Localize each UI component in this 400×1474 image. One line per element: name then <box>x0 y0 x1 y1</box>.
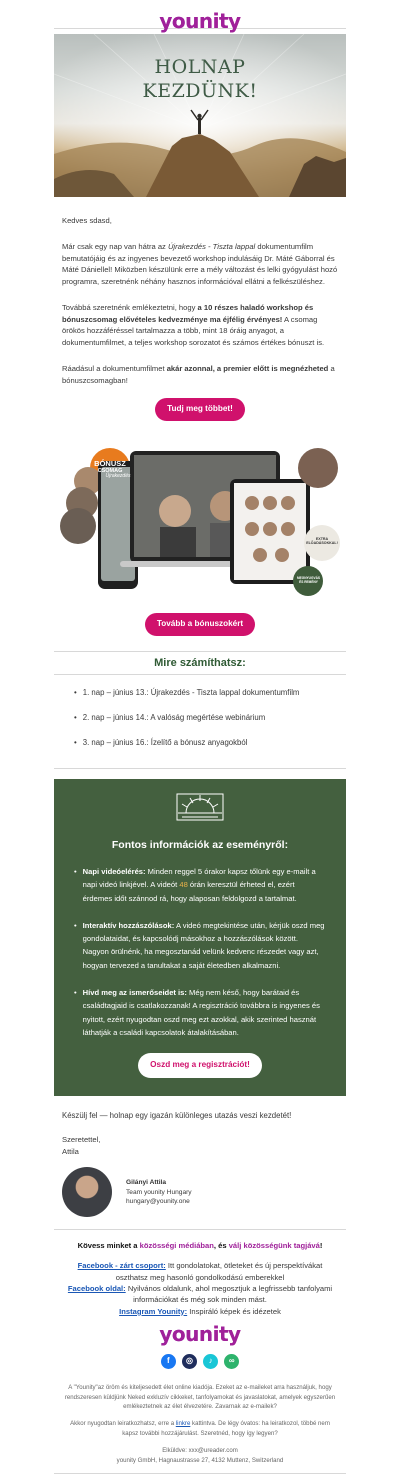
hero-title <box>54 56 346 104</box>
instagram-icon[interactable]: ◎ <box>182 1354 197 1369</box>
follow-line <box>0 1240 400 1252</box>
bonus-badge-line2: CSOMAG <box>97 468 123 475</box>
footer-sender: Elküldve: xxx@ureader.com <box>162 1447 238 1455</box>
info-item-body: A videó megtekintése után, kérjük oszd meg gondolataidat, és kapcsolódj másokhoz a hozzászólások között. Nagyon örülnénk, ha megosztanád velünk kedvenc részedet vagy azt, hogyan tervezed a tanultakat a saját életedben alkalmazni. <box>82 920 325 970</box>
facebook-page-link[interactable]: Facebook oldal: <box>67 1284 126 1293</box>
reminder-highlight: a 10 részes haladó workshop és bónuszcsomag elővételes kedvezménye ma éjfélig érvényes! <box>62 302 314 324</box>
sunrise-icon <box>74 793 326 825</box>
schedule-item-text: 3. nap – június 16.: Ízelítő a bónusz anyagokból <box>82 737 248 747</box>
info-item-text <box>83 919 326 972</box>
schedule-list <box>0 675 400 768</box>
channel-desc: Itt gondolatokat, ötleteket és új perspektívákat oszthatsz meg hasonló gondolkodású emberekkel <box>115 1261 323 1282</box>
bullet: • <box>74 737 77 747</box>
link-icon[interactable]: ∞ <box>224 1354 239 1369</box>
signature-name: Gilányi Attila <box>126 1178 167 1186</box>
learn-more-button[interactable]: Tudj meg többet! <box>155 398 245 421</box>
reminder-text-2: A csomag örökös hozzáféréssel tartalmazza a több, mint 18 óráig anyagot, a dokumentumfilmet, a teljes workshop sorozatot és számos értékes bónuszt is. <box>62 314 325 348</box>
unsubscribe-link[interactable]: linkre <box>175 1420 191 1428</box>
hero-banner <box>54 34 346 197</box>
follow-text-2: , és <box>213 1241 229 1251</box>
top-logo[interactable] <box>0 0 400 33</box>
extra-paragraph <box>62 363 342 387</box>
info-item-body-2: órán keresztül érheted el, ezért érdemes időt szánnod rá, hogy alaposan feldolgozd a tartalmat. <box>82 880 297 903</box>
list-item <box>74 687 330 699</box>
bullet: • <box>74 920 77 930</box>
signature-team: Team younity Hungary <box>126 1188 192 1196</box>
social-media-link[interactable]: közösségi médiában <box>139 1241 214 1251</box>
unsubscribe-text-2: kattintva. De légy óvatos: ha leiratkozol, többé nem kapsz további hozzájárulást. Szeretnéd, hogy így legyen? <box>122 1420 330 1437</box>
facebook-group-link[interactable]: Facebook - zárt csoport: <box>77 1261 166 1271</box>
schedule-item-text: 2. nap – június 14.: A valóság megértése webinárium <box>82 712 266 722</box>
channel-desc: Inspiráló képek és idézetek <box>187 1306 281 1316</box>
info-item-body: Minden reggel 5 órakor kapsz tőlünk egy e-mailt a napi videó linkjével. A videót <box>82 867 316 890</box>
hours-highlight: 48 <box>179 880 188 890</box>
schedule-item-text: 1. nap – június 13.: Újrakezdés - Tiszta lappal dokumentumfilm <box>82 687 300 697</box>
list-item <box>74 712 330 724</box>
info-item-text <box>83 986 326 1039</box>
list-item <box>74 737 330 749</box>
extra-text-2: a bónuszcsomagban! <box>62 363 335 385</box>
schedule-title: Mire számíthatsz: <box>154 656 246 669</box>
signature-email[interactable]: hungary@younity.one <box>126 1198 190 1206</box>
join-community-link[interactable]: válj közösségünk tagjává <box>228 1241 320 1251</box>
extra-text-1: Ráadásul a dokumentumfilmet <box>62 363 167 373</box>
green-badge: MEGNYUGVÁS ÉS REMÉNY <box>296 576 321 584</box>
channel-links <box>0 1252 400 1317</box>
footer-unsubscribe <box>62 1419 338 1438</box>
intro-paragraph <box>62 241 342 288</box>
bullet: • <box>74 712 77 722</box>
younity-logo: younity <box>159 1322 241 1347</box>
info-item-heading: Hívd meg az ismerőseidet is: <box>82 988 187 998</box>
closing-line: Készülj fel — holnap egy igazán különleges utazás veszi kezdetét! <box>62 1110 292 1120</box>
phone-label: Újrakezdés <box>105 473 131 480</box>
footer-address: younity GmbH, Hagnaustrasse 27, 4132 Muttenz, Switzerland <box>116 1456 284 1464</box>
bonus-badge-line1: BÓNUSZ <box>94 459 126 469</box>
channel-item <box>62 1260 338 1283</box>
extra-highlight: akár azonnal, a premier előtt is megnézheted <box>166 363 329 373</box>
intro-text-2: dokumentumfilm bemutatójáig és az ingyenes bevezető workshop indulásáig Dr. Máté Gáborral és Máté Dániellel! Miközben készülünk erre a mély változást és lelki gyógyulást hozó programra, szeretnénk néhány hasznos információval ellátni a felkészüléshez. <box>62 241 338 287</box>
instagram-link[interactable]: Instagram Younity: <box>119 1306 188 1316</box>
younity-logo: younity <box>159 9 241 33</box>
divider <box>54 1229 346 1230</box>
info-item <box>74 986 326 1039</box>
follow-text-3: ! <box>319 1241 323 1251</box>
hero-title-text: HOLNAP KEZDÜNK! <box>142 56 258 102</box>
bullet: • <box>74 867 77 877</box>
info-item <box>74 865 326 905</box>
info-item-text <box>83 865 326 905</box>
sender-name: Attila <box>62 1146 79 1156</box>
email-body <box>0 215 400 386</box>
info-item <box>74 919 326 972</box>
film-title: Újrakezdés - Tiszta lappal <box>167 241 256 251</box>
facebook-icon[interactable]: f <box>161 1354 176 1369</box>
closing-section <box>0 1096 400 1158</box>
channel-item <box>62 1283 338 1306</box>
to-bonus-button[interactable]: Tovább a bónuszokért <box>145 613 255 636</box>
follow-text: Kövess minket a <box>77 1241 140 1251</box>
extra-badge: EXTRA ELŐADÁSOKKAL! <box>306 537 338 546</box>
avatar <box>62 1167 112 1217</box>
info-box <box>54 779 346 1096</box>
bullet: • <box>74 687 77 697</box>
unsubscribe-text: Akkor nyugodtan leiratkozhatsz, erre a <box>70 1420 176 1428</box>
bonus-package-image[interactable] <box>0 431 400 611</box>
footer-logo[interactable] <box>0 1319 400 1350</box>
tiktok-icon[interactable]: ♪ <box>203 1354 218 1369</box>
share-registration-button[interactable]: Oszd meg a regisztrációt! <box>138 1053 262 1078</box>
info-item-body: Még nem késő, hogy barátaid és családtagjaid is csatlakozzanak! A regisztráció továbbra is ingyenes és nyitott, ezért nyugodtan oszd meg ezt azokkal, akik szerinted hasznát láthatják a családi kapcsolatok átalakításában. <box>82 988 320 1037</box>
greeting: Kedves sdasd, <box>62 216 112 225</box>
info-item-heading: Napi videóelérés: <box>82 867 146 877</box>
footer-about: A "Younity"az öröm és kiteljesedett élet online kiadója. Ezeket az e-maileket arra használjuk, hogy rendszeresen küldjünk Neked exkluzív cikkeket, tanfolyamokat és javaslatokat, amelyek egyszerűen emlékeztetnek az élet élvezetére. Zavarnak az e-mailek? <box>64 1384 336 1411</box>
social-icons <box>0 1354 400 1369</box>
info-item-heading: Interaktív hozzászólások: <box>82 920 175 930</box>
intro-text-1: Már csak egy nap van hátra az <box>62 241 168 251</box>
signature-block <box>62 1167 400 1217</box>
divider <box>54 768 346 769</box>
channel-item <box>62 1306 338 1317</box>
reminder-paragraph <box>62 302 342 349</box>
channel-desc: Nyilvános oldalunk, ahol megosztjuk a legfrissebb tanfolyami információkat és még sok minden mást. <box>125 1284 333 1305</box>
promo-illustration <box>0 431 400 611</box>
reminder-text-1: Továbbá szeretnénk emlékeztetni, hogy <box>62 302 198 312</box>
bullet: • <box>74 988 77 998</box>
info-title: Fontos információk az eseményről: <box>111 838 289 851</box>
footer <box>0 1383 400 1465</box>
regards: Szeretettel, <box>62 1134 101 1144</box>
